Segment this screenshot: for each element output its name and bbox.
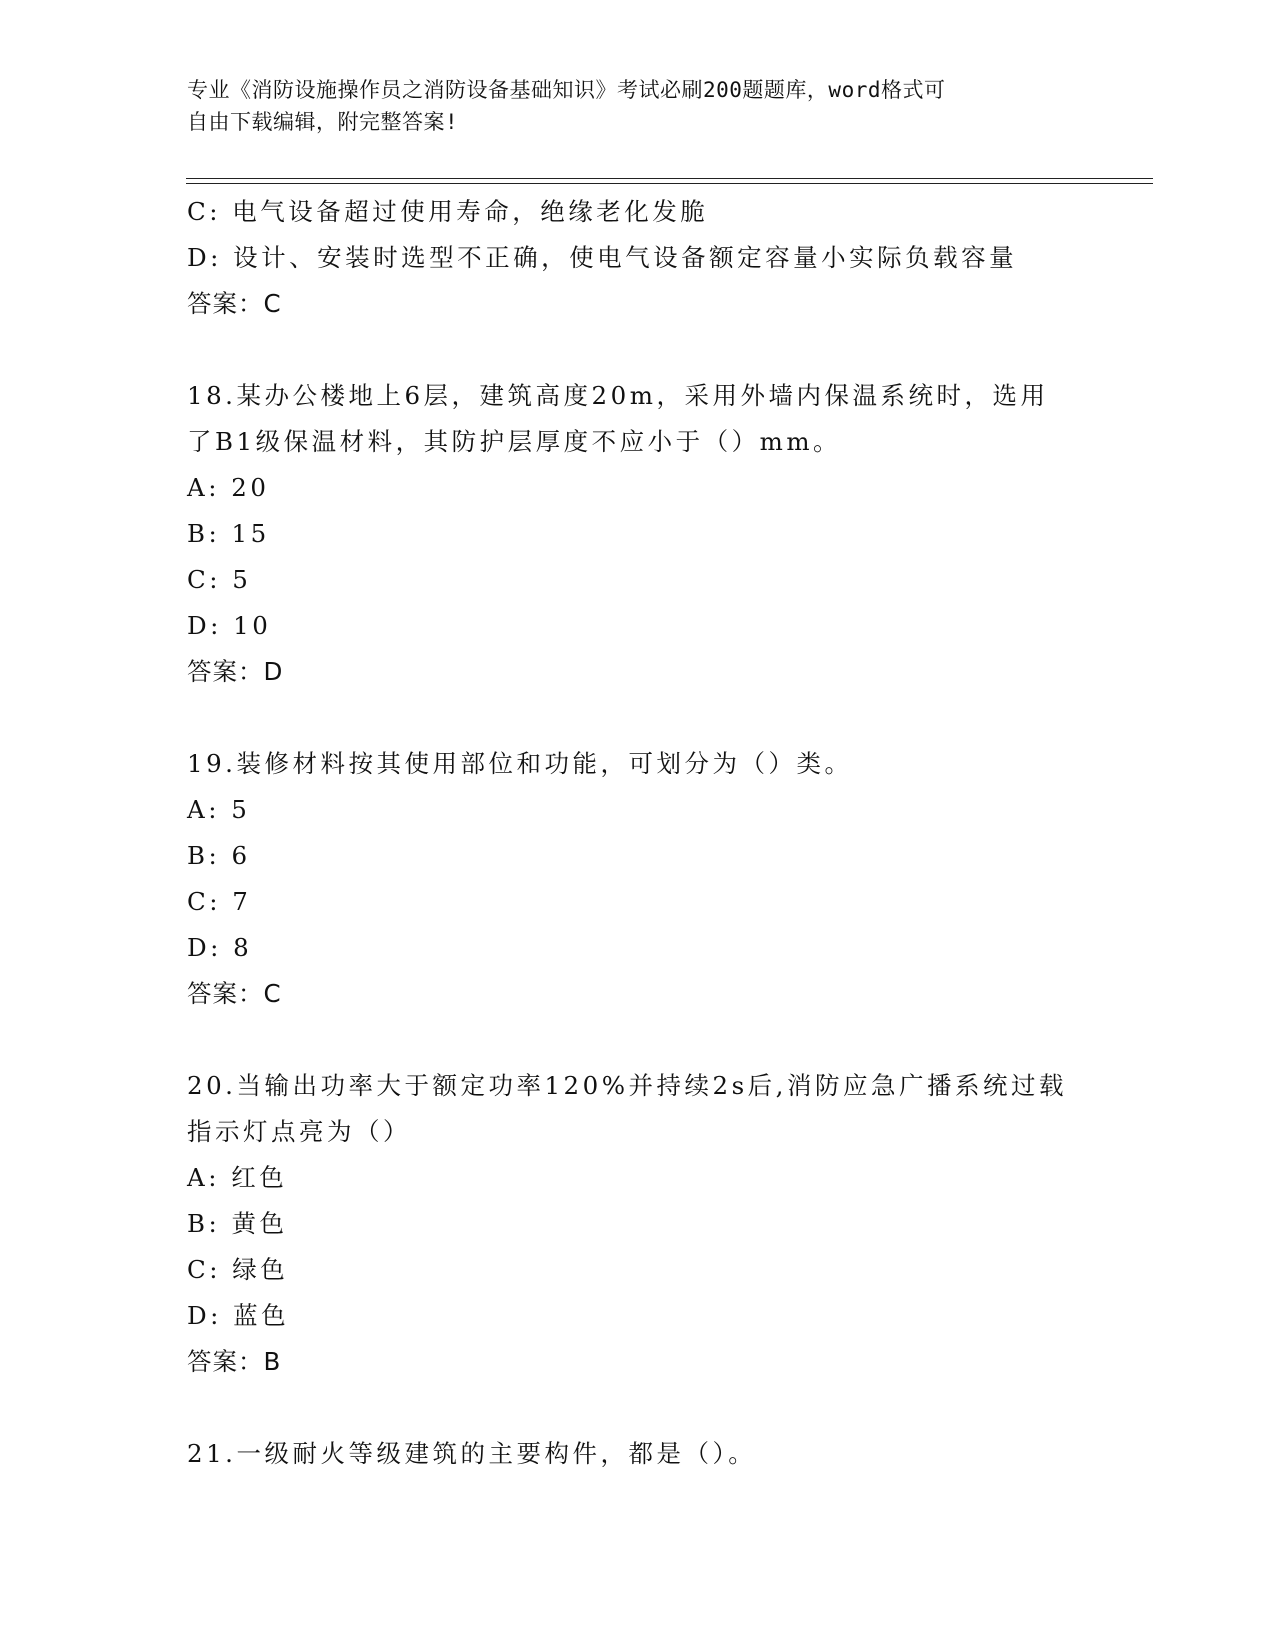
option-b: B: 黄色 [187,1209,288,1238]
question-stem: 21.一级耐火等级建筑的主要构件，都是（）。 [187,1439,757,1468]
question-list [187,189,1087,1477]
spacer [187,1017,1087,1063]
spacer [187,695,1087,741]
answer: 答案：C [187,979,282,1008]
question-stem: 19.装修材料按其使用部位和功能，可划分为（）类。 [187,749,853,778]
option-d: D: 设计、安装时选型不正确，使电气设备额定容量小实际负载容量 [187,243,1018,272]
answer: 答案：C [187,289,282,318]
option-d: D: 蓝色 [187,1301,290,1330]
header-line-2: 自由下载编辑，附完整答案! [187,110,459,134]
option-a: A: 5 [187,795,251,824]
answer: 答案：B [187,1347,282,1376]
option-b: B: 6 [187,841,251,870]
question-18 [187,373,1087,695]
header-divider-bottom [186,183,1153,184]
option-a: A: 红色 [187,1163,288,1192]
header-line-1: 专业《消防设施操作员之消防设备基础知识》考试必刷200题题库，word格式可 [187,78,946,102]
document-header [187,74,1067,138]
spacer [187,327,1087,373]
option-c: C: 7 [187,887,252,916]
option-b: B: 15 [187,519,270,548]
answer: 答案：D [187,657,284,686]
option-d: D: 10 [187,611,272,640]
question-20 [187,1063,1087,1385]
question-stem: 了B1级保温材料，其防护层厚度不应小于（）mm。 [187,427,842,456]
option-c: C: 电气设备超过使用寿命，绝缘老化发脆 [187,197,709,226]
question-19 [187,741,1087,1017]
header-divider-top [186,178,1153,179]
question-21 [187,1431,1087,1477]
option-a: A: 20 [187,473,270,502]
question-17 [187,189,1087,327]
spacer [187,1385,1087,1431]
question-stem: 20.当输出功率大于额定功率120%并持续2s后,消防应急广播系统过载 [187,1071,1067,1100]
option-d: D: 8 [187,933,253,962]
option-c: C: 5 [187,565,252,594]
question-stem: 18.某办公楼地上6层，建筑高度20m，采用外墙内保温系统时，选用 [187,381,1049,410]
question-stem: 指示灯点亮为（） [187,1117,411,1146]
option-c: C: 绿色 [187,1255,289,1284]
